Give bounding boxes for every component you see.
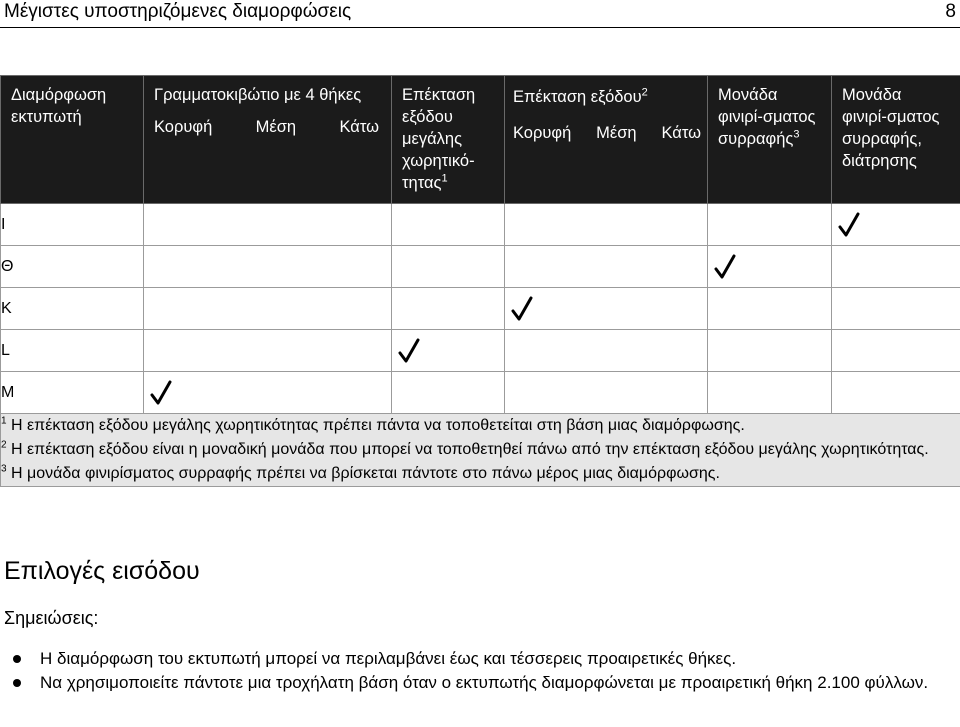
check-mark-icon — [150, 380, 172, 406]
bullet-icon — [13, 655, 21, 663]
page-header — [0, 0, 960, 26]
table-row — [1, 372, 960, 414]
list-item: Η διαμόρφωση του εκτυπωτή μπορεί να περιλαμβάνει έως και τέσσερεις προαιρετικές θήκες. — [0, 647, 960, 671]
row-label: M — [1, 372, 144, 414]
table-row — [1, 288, 960, 330]
row-label: I — [1, 204, 144, 246]
table-footnotes — [1, 414, 960, 487]
header-high-capacity: Επέκταση εξόδου μεγάλης χωρητικό-τητας$^1$ — [392, 76, 505, 204]
page-title: Μέγιστες υποστηριζόμενες διαμορφώσεις — [4, 1, 352, 22]
row-label: L — [1, 330, 144, 372]
header-drawer-top: Κορυφή — [154, 118, 213, 136]
header-printer-config: Διαμόρφωση εκτυπωτή — [1, 76, 144, 204]
row-label: Θ — [1, 246, 144, 288]
header-drawer-group: Γραμματοκιβώτιο με 4 θήκες Κορυφή Μέση Κάτω — [144, 76, 392, 204]
footnote: $^2$ Η επέκταση εξόδου είναι η μοναδική μονάδα που μπορεί να τοποθετηθεί πάνω από την επέκταση εξόδου μεγάλης χωρητικότητας. — [1, 439, 929, 458]
header-drawer-middle: Μέση — [255, 118, 297, 136]
header-drawer-bottom: Κάτω — [339, 118, 379, 136]
header-extender-middle: Μέση — [596, 124, 637, 142]
table-row — [1, 204, 960, 246]
section-title: Επιλογές εισόδου — [4, 557, 200, 585]
notes-label: Σημειώσεις: — [4, 608, 99, 628]
check-mark-icon — [511, 296, 533, 322]
table-row — [1, 246, 960, 288]
list-item: Να χρησιμοποιείτε πάντοτε μια τροχήλατη βάση όταν ο εκτυπωτής διαμορφώνεται με προαιρετική θήκη 2.100 φύλλων. — [0, 671, 960, 695]
check-mark-icon — [838, 212, 860, 238]
footnote: $^1$ Η επέκταση εξόδου μεγάλης χωρητικότητας πρέπει πάντα να τοποθετείται στη βάση μιας διαμόρφωσης. — [1, 415, 745, 434]
check-mark-icon — [714, 254, 736, 280]
header-extender-bottom: Κάτω — [661, 124, 701, 142]
header-extender-group: Επέκταση εξόδου$^2$ Κορυφή Μέση Κάτω — [505, 76, 708, 204]
header-stapler: Μονάδα φινιρί-σματος συρραφής$^3$ — [708, 76, 832, 204]
bullet-icon — [13, 679, 21, 687]
header-divider — [0, 27, 960, 28]
footnote: $^3$ Η μονάδα φινιρίσματος συρραφής πρέπει να βρίσκεται πάντοτε στο πάνω μέρος μιας διαμόρφωσης. — [1, 463, 720, 482]
header-stapler-punch: Μονάδα φινιρί-σματος συρραφής, διάτρησης — [832, 76, 960, 204]
page-number: 8 — [945, 1, 956, 22]
notes-list — [0, 647, 960, 695]
configuration-table — [0, 75, 960, 487]
check-mark-icon — [398, 338, 420, 364]
header-extender-top: Κορυφή — [513, 124, 572, 142]
row-label: K — [1, 288, 144, 330]
table-row — [1, 330, 960, 372]
